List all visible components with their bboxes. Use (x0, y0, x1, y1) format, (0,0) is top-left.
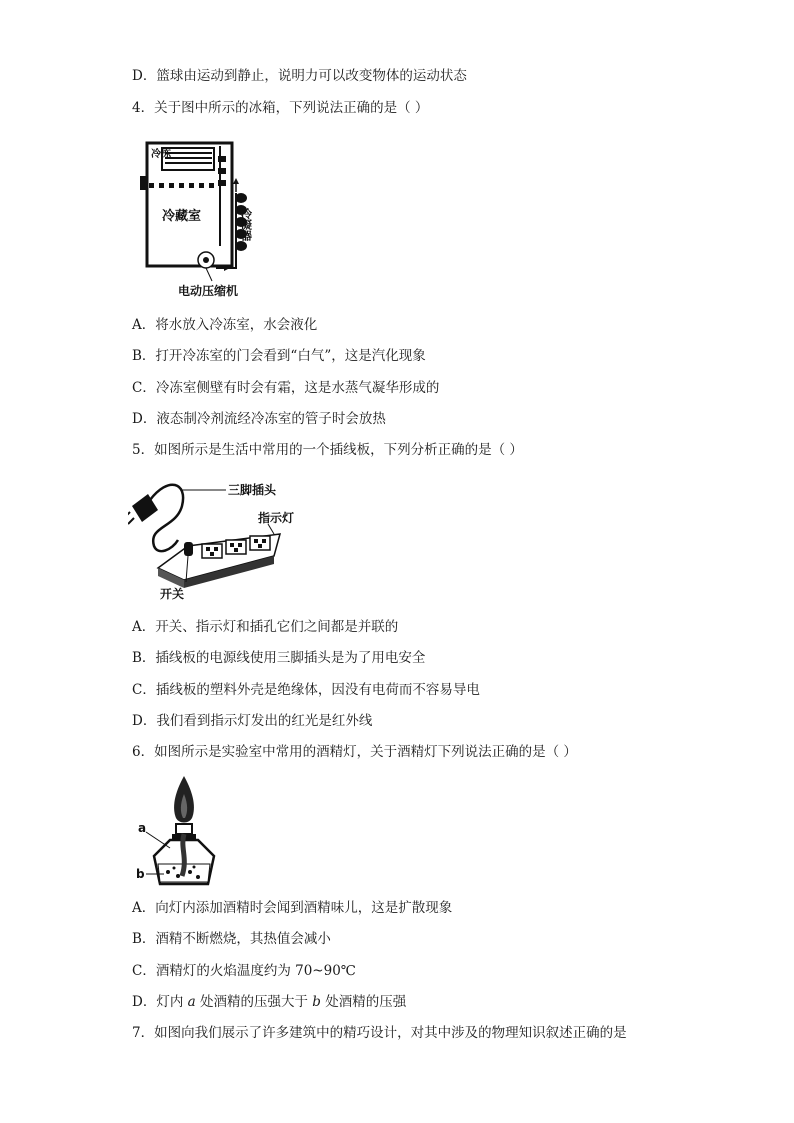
q4-freezer-label-1: 冷冻 (151, 149, 171, 160)
q6-option-d-var-b: b (312, 994, 321, 1010)
q6-option-c: C．酒精灯的火焰温度约为 70~90℃ (132, 963, 356, 979)
q4-option-b: B．打开冷冻室的门会看到“白气”，这是汽化现象 (132, 348, 426, 364)
q5-option-a: A．开关、指示灯和插孔它们之间都是并联的 (132, 619, 399, 635)
q6-option-d-middle: 处酒精的压强大于 (195, 994, 313, 1010)
q6-option-b: B．酒精不断燃烧，其热值会减小 (132, 931, 331, 947)
q3-option-d: D．篮球由运动到静止，说明力可以改变物体的运动状态 (132, 68, 467, 84)
q6-option-d-prefix: D．灯内 (132, 994, 188, 1010)
q5-option-d: D．我们看到指示灯发出的红光是红外线 (132, 713, 373, 729)
q4-fridge-figure (140, 138, 270, 300)
q5-switch-label: 开关 (160, 587, 185, 601)
q4-stem: 4．关于图中所示的冰箱，下列说法正确的是（ ） (132, 100, 429, 116)
q5-power-strip-figure (128, 476, 298, 602)
q7-stem: 7．如图向我们展示了许多建筑中的精巧设计，对其中涉及的物理知识叙述正确的是 (132, 1025, 627, 1041)
q5-option-b: B．插线板的电源线使用三脚插头是为了用电安全 (132, 650, 426, 666)
q4-fridge-label: 冷藏室 (162, 209, 202, 224)
q6-label-b: b (136, 867, 145, 881)
q6-label-a: a (138, 821, 147, 835)
q6-option-d (132, 993, 406, 1011)
q5-stem: 5．如图所示是生活中常用的一个插线板，下列分析正确的是（ ） (132, 442, 523, 458)
q6-option-d-var-a: a (187, 994, 196, 1010)
q6-option-a: A．向灯内添加酒精时会闻到酒精味儿，这是扩散现象 (132, 900, 453, 916)
q5-plug-label: 三脚插头 (228, 483, 277, 497)
q4-option-a: A．将水放入冷冻室，水会液化 (132, 317, 318, 333)
q4-compressor-label: 电动压缩机 (178, 284, 239, 298)
q5-option-c: C．插线板的塑料外壳是绝缘体，因没有电荷而不容易导电 (132, 682, 480, 698)
q4-condenser-label: 冷凝器 (239, 208, 253, 241)
q5-indicator-label: 指示灯 (258, 511, 295, 525)
q6-stem: 6．如图所示是实验室中常用的酒精灯，关于酒精灯下列说法正确的是（ ） (132, 744, 577, 760)
q6-alcohol-lamp-figure (134, 772, 234, 892)
q4-option-d: D．液态制冷剂流经冷冻室的管子时会放热 (132, 411, 386, 427)
q4-option-c: C．冷冻室侧壁有时会有霜，这是水蒸气凝华形成的 (132, 380, 440, 396)
q6-option-d-suffix: 处酒精的压强 (320, 994, 407, 1010)
